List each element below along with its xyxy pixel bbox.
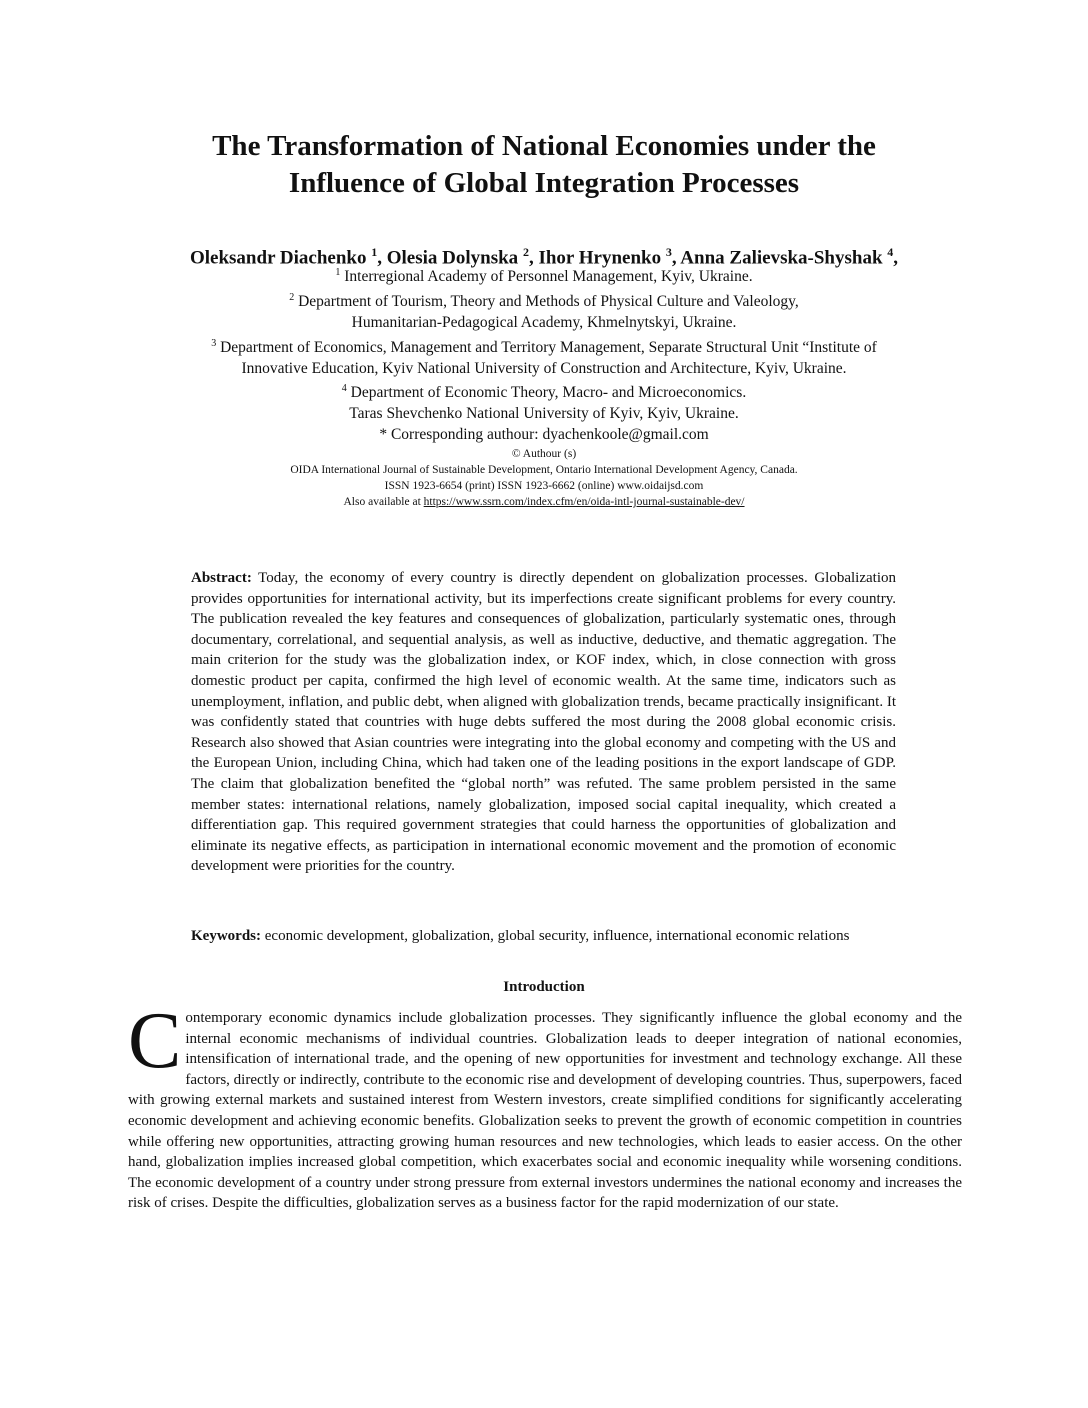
corresponding-author: * Corresponding authour: dyachenkoole@gmail.com [379, 426, 709, 444]
issn-line: ISSN 1923-6654 (print) ISSN 1923-6662 (online) www.oidaijsd.com [384, 480, 704, 492]
affiliation-text: Department of Economic Theory, Macro- and Microeconomics. [346, 384, 747, 402]
author-name: Oleksandr Diachenko [189, 247, 367, 269]
affiliation-2 [100, 288, 988, 334]
affiliation-text: Humanitarian-Pedagogical Academy, Khmelnytskyi, Ukraine. [351, 313, 737, 331]
affiliation-block [100, 263, 988, 446]
author-name: Olesia Dolynska [386, 247, 519, 269]
affiliation-text: Department of Economics, Management and Territory Management, Separate Structural Unit “Institute of [216, 338, 877, 356]
author-affil-number: 3 [665, 245, 672, 259]
author-affil-number: 4 [887, 245, 894, 259]
affiliation-number: 4 [341, 383, 347, 395]
abstract-label: Abstract: [191, 570, 252, 586]
publication-info [100, 446, 988, 510]
author-separator: , [671, 247, 681, 269]
affiliation-text: Interregional Academy of Personnel Management, Kyiv, Ukraine. [340, 268, 753, 286]
copyright-line: © Authour (s) [511, 448, 577, 460]
affiliation-text: Taras Shevchenko National University of Kyiv, Kyiv, Ukraine. [349, 405, 739, 423]
keywords-label: Keywords: [191, 928, 261, 944]
affiliation-text: Department of Tourism, Theory and Methods of Physical Culture and Valeology, [294, 293, 799, 311]
abstract-text: Today, the economy of every country is directly dependent on globalization processes. Globalization provides opportunities for international activity, but its imperfections create significant problems for every country. The publication revealed the key features and consequences of globalization, particularly systematic ones, through documentary, correlational, and sequential analysis, as well as inductive, deductive, and thematic aggregation. The main criterion for the study was the globalization index, or KOF index, which, in close connection with gross domestic product per capita, confirmed the high level of economic wealth. At the same time, indicators such as unemployment, inflation, and public debt, when aligned with globalization trends, became practically insignificant. It was confidently stated that countries with huge debts suffered the most during the 2008 global economic crisis. Research also showed that Asian countries were integrating into the global economy and competing with the US and the European Union, including China, which had taken one of the leading positions in the export landscape of GDP. The claim that globalization benefited the “global north” was refuted. The same problem persisted in the same member states: international relations, namely globalization, imposed social capital inequality, which created a differentiation gap. This required government strategies that could harness the opportunities of globalization and eliminate its negative effects, as participation in international economic movement and the promotion of economic development were priorities for the country. [191, 570, 896, 875]
author-separator: , [893, 247, 899, 269]
ssrn-link[interactable]: https://www.ssrn.com/index.cfm/en/oida-intl-journal-sustainable-dev/ [423, 496, 745, 508]
introduction-paragraph [128, 997, 962, 1214]
drop-cap: C [128, 997, 182, 1085]
keywords-text: economic development, globalization, global security, influence, international economic relations [261, 928, 850, 944]
affiliation-4 [100, 379, 988, 425]
abstract-paragraph [191, 568, 896, 877]
author-name: Anna Zalievska-Shyshak [680, 247, 883, 269]
affiliation-3 [100, 334, 988, 380]
introduction-text: ontemporary economic dynamics include globalization processes. They significantly influence the global economy and the internal economic mechanisms of individual countries. Globalization leads to deeper integration of national economies, intensification of international trade, and the opening of new opportunities for investment and technology exchange. All these factors, directly or indirectly, contribute to the economic rise and development of developing countries. Thus, superpowers, faced with growing external markets and sustained interest from Western investors, create simplified conditions for significantly accelerating economic development and achieving economic benefits. Globalization seeks to prevent the growth of economic competition in countries while offering new opportunities, attracting growing human resources and new technologies, which leads to easier access. On the other hand, globalization implies increased global competition, which exacerbates social and economic inequality while worsening conditions. The economic development of a country under strong pressure from external investors undermines the national economy and increases the risk of crises. Despite the difficulties, globalization serves as a business factor for the rapid modernization of our state. [128, 1010, 962, 1212]
author-affil-number: 1 [371, 245, 378, 259]
keywords-paragraph [191, 926, 896, 947]
introduction-heading: Introduction [503, 979, 585, 995]
affiliation-1 [100, 263, 988, 288]
title-line-1: The Transformation of National Economies under the [212, 130, 876, 162]
affiliation-number: 2 [289, 291, 295, 303]
availability-prefix: Also available at [343, 496, 424, 508]
affiliation-text: Innovative Education, Kyiv National University of Construction and Architecture, Kyiv, Ukraine. [241, 359, 847, 377]
title-line-2: Influence of Global Integration Processes [288, 167, 800, 199]
paper-title [100, 128, 988, 202]
author-separator: , [377, 247, 387, 269]
journal-line: OIDA International Journal of Sustainable Development, Ontario International Development Agency, Canada. [290, 464, 798, 476]
author-name: Ihor Hrynenko [538, 247, 662, 269]
author-affil-number: 2 [522, 245, 529, 259]
affiliation-number: 3 [211, 337, 217, 349]
affiliation-number: 1 [335, 267, 341, 278]
availability-line [100, 494, 988, 510]
author-separator: , [528, 247, 539, 269]
